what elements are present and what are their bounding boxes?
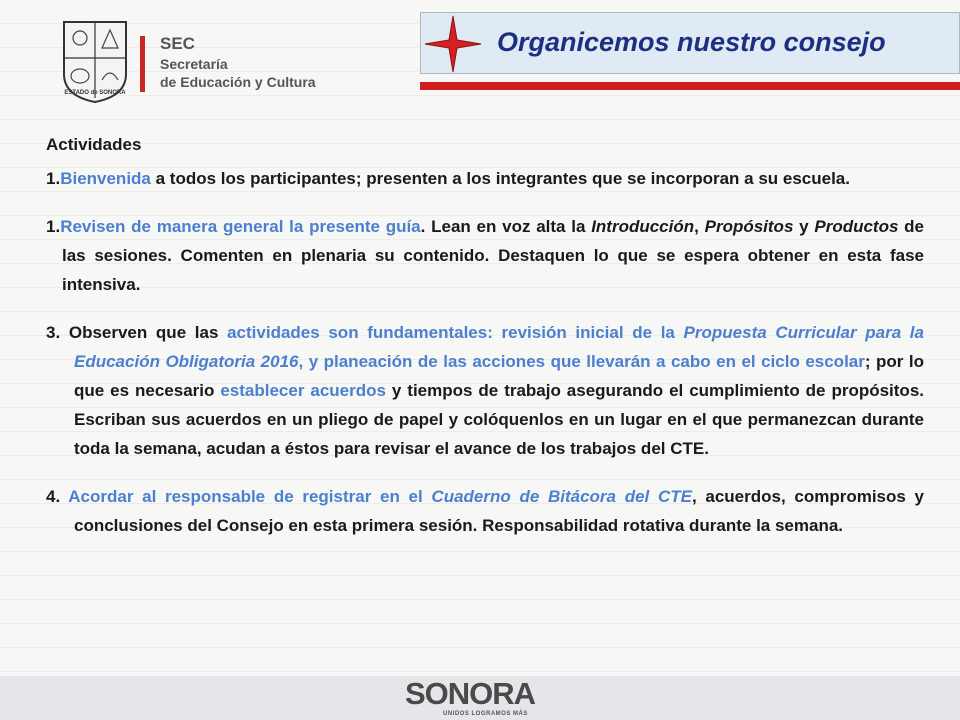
item-number: 4. <box>46 487 61 506</box>
item-italic: Propósitos <box>704 217 794 236</box>
item-number: 1. <box>46 169 61 188</box>
activity-item-1 <box>46 164 924 193</box>
activities-body <box>46 130 924 559</box>
sonora-logo-tagline: UNIDOS LOGRAMOS MÁS <box>443 711 528 717</box>
item-text: a todos los participantes; presenten a los integrantes que se incorporan a su escuela. <box>150 169 850 188</box>
activity-item-3 <box>46 318 924 463</box>
item-text: de las sesiones. Comenten en plenaria su contenido. Destaquen lo que se espera obtener en esta fase intensiva. <box>62 217 925 294</box>
activities-heading: Actividades <box>46 135 142 154</box>
item-emphasis: , y planeación de las acciones que llevarán a cabo en el ciclo escolar <box>298 352 865 371</box>
item-emphasis: establecer acuerdos <box>220 381 386 400</box>
item-emphasis-italic: Cuaderno de Bitácora del CTE <box>431 487 692 506</box>
item-number: 3. <box>46 323 61 342</box>
sec-logo-bar <box>140 36 145 92</box>
item-emphasis: Acordar al responsable de registrar en el <box>60 487 432 506</box>
item-text: y <box>793 217 815 236</box>
activity-item-2 <box>46 212 924 299</box>
sec-logo-short: SEC <box>160 34 195 53</box>
item-text: . Lean en voz alta la <box>420 217 592 236</box>
page-title: Organicemos nuestro consejo <box>497 27 886 57</box>
item-text: , <box>694 217 705 236</box>
title-banner <box>420 12 960 74</box>
item-emphasis: Bienvenida <box>60 169 151 188</box>
item-text: , acuerdos, compromisos y conclusiones del Consejo en esta primera sesión. Responsabilidad rotativa durante la semana. <box>74 487 924 535</box>
item-emphasis: actividades son fundamentales: revisión inicial de la <box>227 323 684 342</box>
title-underline <box>420 82 960 90</box>
sonora-logo-word: SONORA <box>405 676 536 711</box>
sec-logo-line1: Secretaría <box>160 56 228 72</box>
sec-logo-line2: de Educación y Cultura <box>160 74 316 90</box>
item-italic: Introducción <box>591 217 695 236</box>
item-emphasis: Revisen de manera general la presente guía <box>60 217 421 236</box>
sec-logo <box>140 32 370 92</box>
item-text: Observen que las <box>60 323 228 342</box>
item-text: ; por lo que es necesario <box>74 352 924 400</box>
crest-caption: ESTADO de SONORA <box>64 90 126 96</box>
item-number: 1. <box>46 217 61 236</box>
item-emphasis-italic: Propuesta Curricular para la Educación Obligatoria 2016 <box>74 323 924 371</box>
red-star-icon <box>423 14 483 74</box>
item-italic: Productos <box>814 217 899 236</box>
activity-item-4 <box>46 482 924 540</box>
item-text: y tiempos de trabajo asegurando el cumplimiento de propósitos. Escriban sus acuerdos en un pliego de papel y colóquenlos en un lugar en el que permanezcan durante toda la semana, acudan a éstos para revisar el avance de los trabajos del CTE. <box>74 381 924 458</box>
sonora-logo <box>405 676 555 718</box>
header <box>0 0 960 120</box>
